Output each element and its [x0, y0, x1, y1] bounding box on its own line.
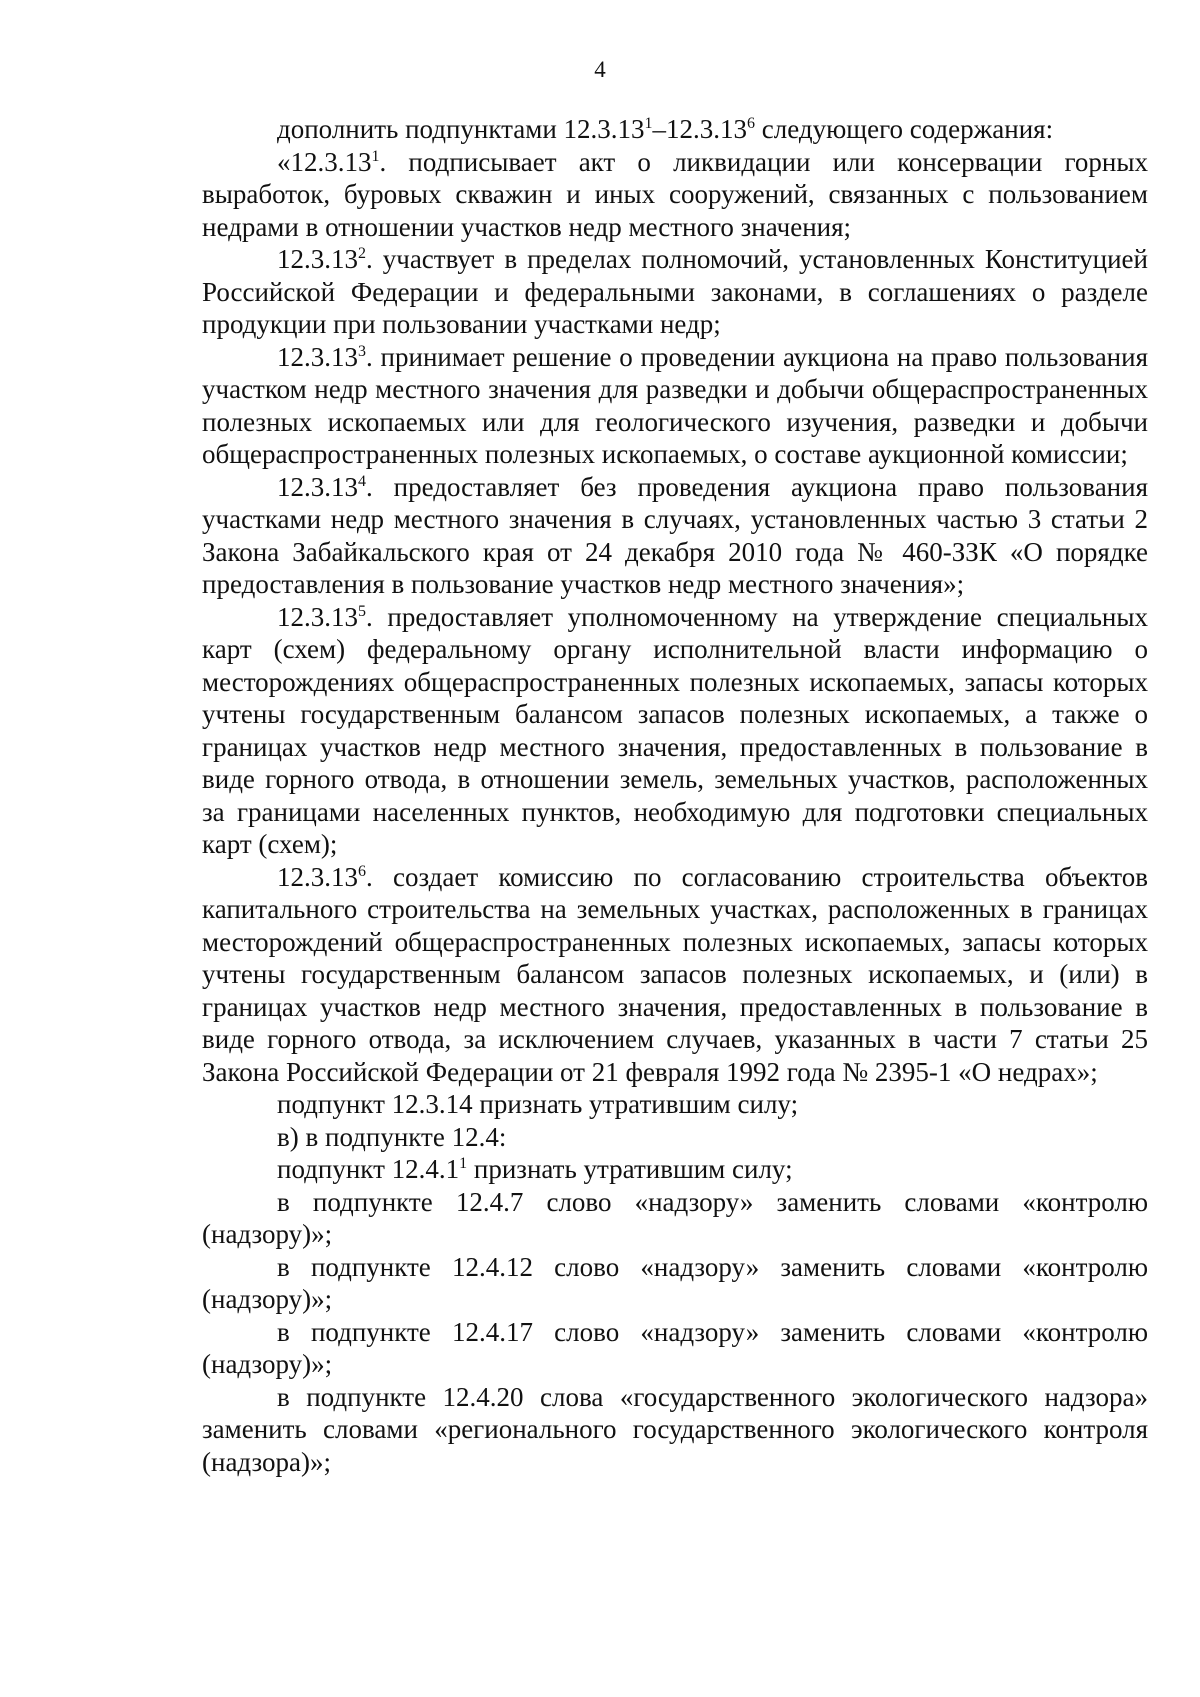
document-body — [202, 113, 1148, 1478]
paragraph-12-4: в) в подпункте 12.4: — [277, 1121, 507, 1152]
paragraph-12-4-17: в подпункте 12.4.17 слово «надзору» заменить словами «контролю (надзору)»; — [202, 1316, 1148, 1379]
paragraph-12-4-12: в подпункте 12.4.12 слово «надзору» заменить словами «контролю (надзору)»; — [202, 1251, 1148, 1314]
paragraph-12-4-20: в подпункте 12.4.20 слова «государственного экологического надзора» заменить словами «регионального государственного экологического контроля (надзора)»; — [202, 1381, 1148, 1477]
paragraph-12-4-1-1: подпункт 12.4.1$^1$ признать утратившим силу; — [277, 1154, 793, 1184]
paragraph-12-3-13-2: 12.3.13$^2$. участвует в пределах полномочий, установленных Конституцией Российской Федерации и федеральными законами, в соглашениях о разделе продукции при пользовании участками недр; — [202, 244, 1148, 339]
paragraph-12-3-14: подпункт 12.3.14 признать утратившим силу; — [277, 1089, 799, 1119]
paragraph-12-3-13-1: «12.3.13$^1$. подписывает акт о ликвидации или консервации горных выработок, буровых скважин и иных сооружений, связанных с пользованием недрами в отношении участков недр местного значения; — [202, 146, 1148, 242]
paragraph-12-3-13-3: 12.3.13$^3$. принимает решение о проведении аукциона на право пользования участком недр местного значения для разведки и добычи общераспространенных полезных ископаемых или для геологического изучения, разведки и добычи общераспространенных полезных ископаемых, о составе аукционной комиссии; — [202, 341, 1148, 469]
paragraph-12-3-13-5: 12.3.13$^5$. предоставляет уполномоченному на утверждение специальных карт (схем) федеральному органу исполнительной власти информацию о месторождениях общераспространенных полезных ископаемых, запасы которых учтены государственным балансом запасов полезных ископаемых, а также о границах участков недр местного значения, предоставленных в пользование в виде горного отвода, в отношении земель, земельных участков, расположенных за границами населенных пунктов, необходимую для подготовки специальных карт (схем); — [202, 601, 1148, 859]
paragraph-intro: дополнить подпунктами 12.3.13$^1$–12.3.13$^6$ следующего содержания: — [277, 114, 1054, 144]
paragraph-12-3-13-4: 12.3.13$^4$. предоставляет без проведения аукциона право пользования участками недр местного значения в случаях, установленных частью 3 статьи 2 Закона Забайкальского края от 24 декабря 2010 года № 460-ЗЗК «О порядке предоставления в пользование участков недр местного значения»; — [202, 471, 1148, 599]
page-number: 4 — [594, 57, 606, 82]
paragraph-12-3-13-6: 12.3.13$^6$. создает комиссию по согласованию строительства объектов капитального строительства на земельных участках, расположенных в границах месторождений общераспространенных полезных ископаемых, запасы которых учтены государственным балансом запасов полезных ископаемых, и (или) в границах участков недр местного значения, предоставленных в пользование в виде горного отвода, за исключением случаев, указанных в части 7 статьи 25 Закона Российской Федерации от 21 февраля 1992 года № 2395-1 «О недрах»; — [202, 861, 1148, 1087]
paragraph-12-4-7: в подпункте 12.4.7 слово «надзору» заменить словами «контролю (надзору)»; — [202, 1186, 1148, 1249]
